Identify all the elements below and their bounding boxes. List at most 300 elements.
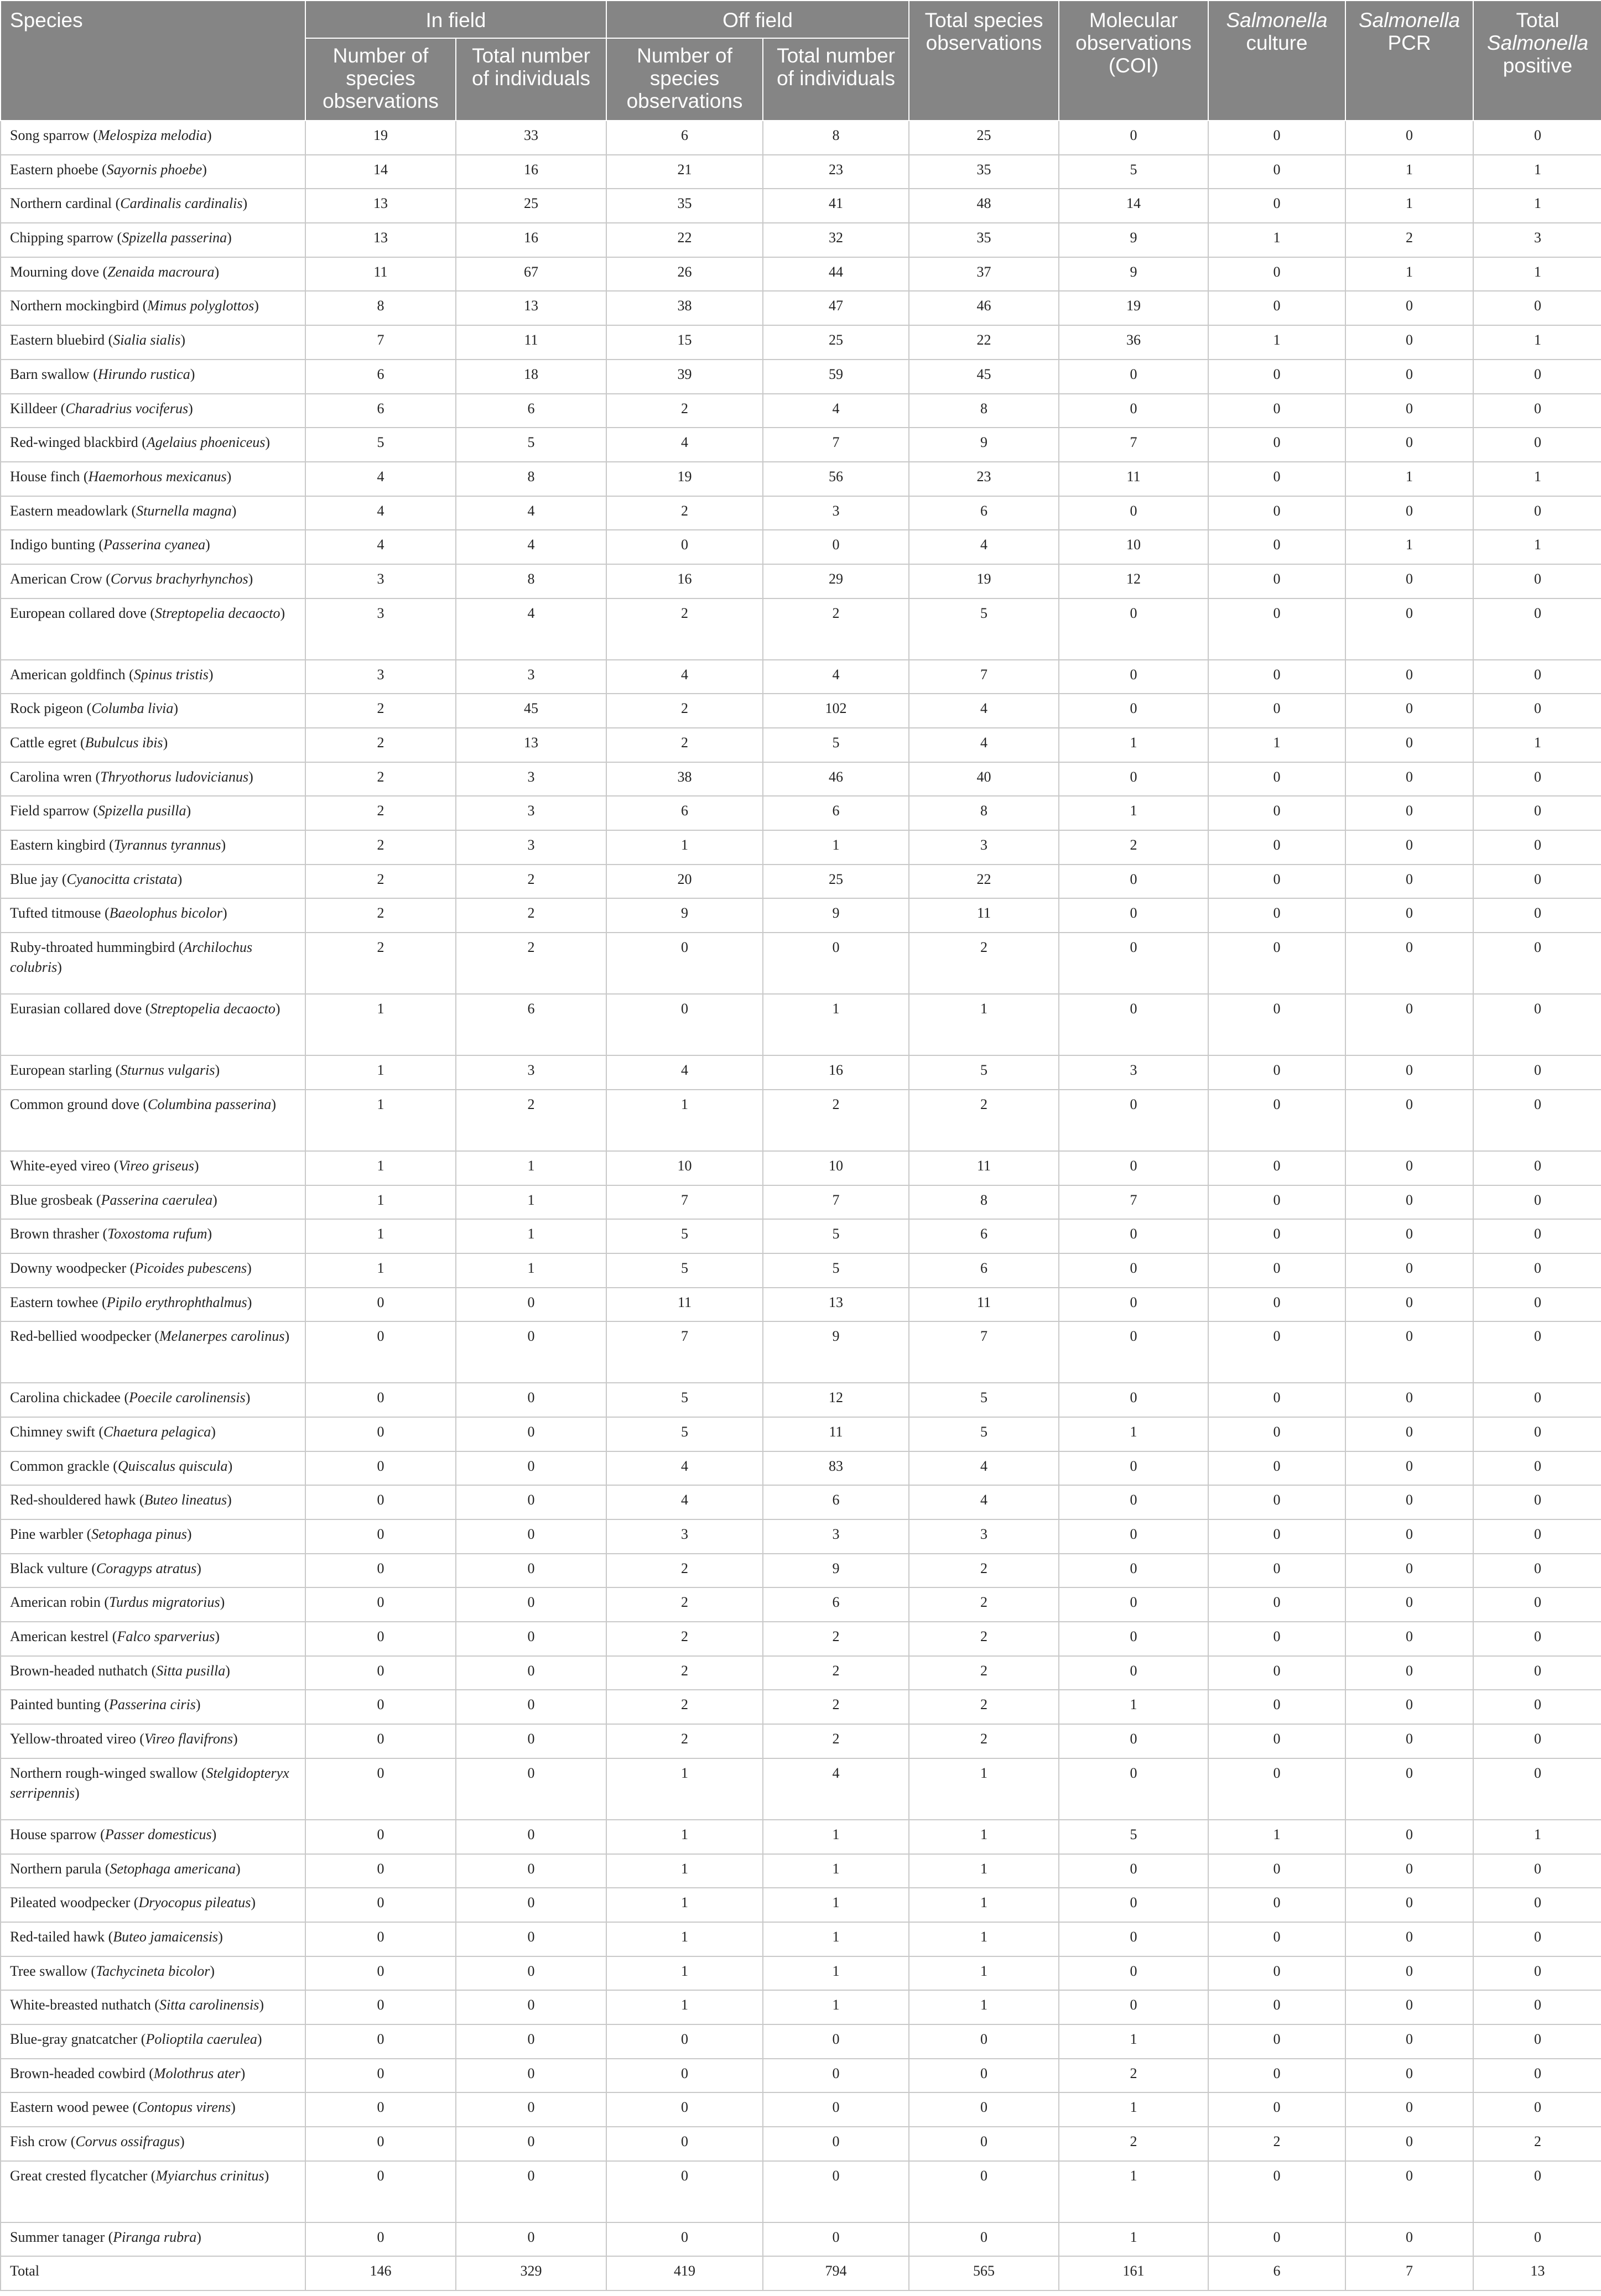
- species-common-name: Tufted titmouse (: [10, 905, 110, 921]
- molecular-obs-cell: 0: [1059, 1758, 1208, 1820]
- table-row: [1, 428, 1601, 462]
- off-field-individuals-cell: 6: [763, 1485, 909, 1519]
- off-field-species-obs-cell: 35: [606, 189, 763, 223]
- species-cell: [1, 994, 305, 1055]
- total-species-obs-cell: 9: [909, 428, 1059, 462]
- salmonella-culture-cell: 0: [1208, 2024, 1345, 2059]
- off-field-individuals-cell: 1: [763, 994, 909, 1055]
- species-name-close: ): [211, 1826, 217, 1842]
- species-cell: [1, 462, 305, 496]
- species-cell: [1, 1485, 305, 1519]
- off-field-individuals-cell: 2: [763, 1090, 909, 1151]
- species-cell: [1, 394, 305, 428]
- salmonella-culture-cell: 1: [1208, 325, 1345, 360]
- off-field-individuals-cell: 5: [763, 728, 909, 762]
- total-species-obs-cell: 11: [909, 1151, 1059, 1185]
- salmonella-pcr-cell: 0: [1345, 291, 1473, 325]
- total-species-obs-cell: 5: [909, 1383, 1059, 1417]
- in-field-individuals-cell: 0: [456, 1622, 606, 1656]
- total-salmonella-positive-cell: 0: [1473, 1656, 1601, 1690]
- salmonella-culture-cell: 0: [1208, 1656, 1345, 1690]
- off-field-species-obs-cell: 0: [606, 2161, 763, 2222]
- in-field-individuals-cell: 4: [456, 598, 606, 660]
- species-scientific-name: Cyanocitta cristata: [66, 871, 178, 887]
- in-field-individuals-cell: 0: [456, 1587, 606, 1622]
- molecular-obs-cell: 5: [1059, 1820, 1208, 1854]
- salmonella-culture-cell: 0: [1208, 1090, 1345, 1151]
- salmonella-pcr-cell: 0: [1345, 865, 1473, 899]
- total-salmonella-positive-cell: 0: [1473, 1090, 1601, 1151]
- species-common-name: Yellow-throated vireo (: [10, 1731, 144, 1747]
- in-field-individuals-cell: 4: [456, 496, 606, 530]
- in-field-species-obs-cell: 0: [305, 2222, 456, 2257]
- total-species-obs-cell: 45: [909, 360, 1059, 394]
- total-salmonella-positive-cell: 0: [1473, 796, 1601, 830]
- salmonella-pcr-cell: 0: [1345, 1990, 1473, 2024]
- in-field-individuals-cell: 3: [456, 660, 606, 694]
- total-salmonella-positive-cell: 1: [1473, 728, 1601, 762]
- table-row: [1, 1956, 1601, 1991]
- species-cell: [1, 1055, 305, 1090]
- species-scientific-name: Sturnus vulgaris: [120, 1062, 215, 1079]
- molecular-obs-cell: 7: [1059, 428, 1208, 462]
- off-field-species-obs-cell: 21: [606, 155, 763, 189]
- species-cell: [1, 1956, 305, 1991]
- salmonella-culture-cell: 2: [1208, 2127, 1345, 2161]
- in-field-species-obs-cell: 14: [305, 155, 456, 189]
- salmonella-pcr-cell: 0: [1345, 496, 1473, 530]
- in-field-species-obs-cell: 4: [305, 496, 456, 530]
- off-field-individuals-cell: 4: [763, 1758, 909, 1820]
- molecular-obs-cell: 0: [1059, 1321, 1208, 1383]
- off-field-individuals-cell: 16: [763, 1055, 909, 1090]
- off-field-species-obs-cell: 19: [606, 462, 763, 496]
- species-scientific-name: Streptopelia decaocto: [155, 605, 280, 621]
- table-row: [1, 1888, 1601, 1922]
- table-row: [1, 2092, 1601, 2127]
- molecular-obs-cell: 9: [1059, 223, 1208, 257]
- off-field-species-obs-cell: 2: [606, 1690, 763, 1724]
- species-common-name: Barn swallow (: [10, 366, 98, 382]
- molecular-obs-cell: 1: [1059, 728, 1208, 762]
- species-common-name: Northern cardinal (: [10, 195, 121, 212]
- species-common-name: Eastern towhee (: [10, 1294, 107, 1310]
- in-field-individuals-cell: 2: [456, 1090, 606, 1151]
- salmonella-culture-cell: 0: [1208, 1185, 1345, 1220]
- table-row: [1, 1622, 1601, 1656]
- table-row: [1, 898, 1601, 933]
- species-name-close: ): [275, 1001, 280, 1017]
- table-row: [1, 2059, 1601, 2093]
- salmonella-pcr-cell: 0: [1345, 898, 1473, 933]
- species-common-name: Eastern kingbird (: [10, 837, 114, 853]
- salmonella-pcr-cell: 0: [1345, 1956, 1473, 1991]
- in-field-individuals-cell: 0: [456, 1656, 606, 1690]
- in-field-individuals-cell: 0: [456, 2127, 606, 2161]
- off-field-species-obs-cell: 1: [606, 1820, 763, 1854]
- header-salmonella-culture: Salmonella culture: [1208, 1, 1345, 121]
- species-common-name: Eastern wood pewee (: [10, 2099, 138, 2116]
- off-field-species-obs-cell: 0: [606, 933, 763, 994]
- salmonella-culture-cell: 0: [1208, 291, 1345, 325]
- species-scientific-name: Pipilo erythrophthalmus: [106, 1294, 247, 1310]
- salmonella-culture-cell: 0: [1208, 2222, 1345, 2257]
- off-field-species-obs-cell: 2: [606, 1622, 763, 1656]
- total-species-obs-cell: 11: [909, 1288, 1059, 1322]
- in-field-individuals-cell: 0: [456, 2024, 606, 2059]
- table-header: [1, 1, 1601, 121]
- off-field-individuals-cell: 2: [763, 1690, 909, 1724]
- species-cell: [1, 223, 305, 257]
- off-field-species-obs-cell: 5: [606, 1417, 763, 1451]
- in-field-individuals-cell: 2: [456, 865, 606, 899]
- species-common-name: Pileated woodpecker (: [10, 1894, 139, 1911]
- total-species-obs-cell: 46: [909, 291, 1059, 325]
- total-total-species-obs-cell: 565: [909, 2256, 1059, 2290]
- in-field-species-obs-cell: 0: [305, 1820, 456, 1854]
- salmonella-culture-cell: 0: [1208, 530, 1345, 564]
- table-row: [1, 291, 1601, 325]
- species-cell: [1, 428, 305, 462]
- total-salmonella-positive-cell: 0: [1473, 564, 1601, 598]
- in-field-individuals-cell: 67: [456, 257, 606, 291]
- in-field-individuals-cell: 11: [456, 325, 606, 360]
- salmonella-culture-cell: 0: [1208, 933, 1345, 994]
- total-row: [1, 2256, 1601, 2290]
- in-field-species-obs-cell: 13: [305, 223, 456, 257]
- species-scientific-name: Polioptila caerulea: [145, 2031, 257, 2047]
- species-cell: [1, 1854, 305, 1888]
- molecular-obs-cell: 5: [1059, 155, 1208, 189]
- off-field-individuals-cell: 1: [763, 1990, 909, 2024]
- species-name-close: ): [280, 605, 285, 621]
- species-name-close: ): [218, 1928, 223, 1945]
- table-body: [1, 121, 1601, 2290]
- species-scientific-name: Archilochus colubris: [10, 939, 253, 976]
- in-field-individuals-cell: 0: [456, 1724, 606, 1758]
- total-species-obs-cell: 19: [909, 564, 1059, 598]
- off-field-species-obs-cell: 4: [606, 1451, 763, 1486]
- off-field-individuals-cell: 3: [763, 496, 909, 530]
- in-field-individuals-cell: 6: [456, 994, 606, 1055]
- salmonella-pcr-cell: 0: [1345, 660, 1473, 694]
- species-name-close: ): [231, 2099, 236, 2116]
- header-in-field-individuals: Total number of individuals: [456, 38, 606, 121]
- salmonella-pcr-cell: 0: [1345, 2059, 1473, 2093]
- salmonella-pcr-cell: 0: [1345, 2222, 1473, 2257]
- salmonella-pcr-cell: 0: [1345, 428, 1473, 462]
- species-common-name: Brown thrasher (: [10, 1226, 108, 1242]
- table-row: [1, 394, 1601, 428]
- molecular-obs-cell: 1: [1059, 2222, 1208, 2257]
- salmonella-culture-cell: 0: [1208, 1622, 1345, 1656]
- molecular-obs-cell: 0: [1059, 121, 1208, 155]
- salmonella-culture-cell: 0: [1208, 1383, 1345, 1417]
- salmonella-culture-cell: 1: [1208, 1820, 1345, 1854]
- molecular-obs-cell: 2: [1059, 830, 1208, 865]
- off-field-individuals-cell: 59: [763, 360, 909, 394]
- off-field-species-obs-cell: 3: [606, 1519, 763, 1554]
- salmonella-pcr-cell: 1: [1345, 462, 1473, 496]
- species-name-close: ): [259, 1997, 264, 2013]
- total-species-obs-cell: 40: [909, 762, 1059, 796]
- table-row: [1, 1519, 1601, 1554]
- species-cell: [1, 189, 305, 223]
- species-scientific-name: Mimus polyglottos: [147, 298, 254, 314]
- molecular-obs-cell: 0: [1059, 694, 1208, 728]
- total-salmonella-positive-cell: 0: [1473, 2161, 1601, 2222]
- molecular-obs-cell: 0: [1059, 360, 1208, 394]
- molecular-obs-cell: 1: [1059, 2161, 1208, 2222]
- in-field-individuals-cell: 13: [456, 728, 606, 762]
- salmonella-pcr-cell: 0: [1345, 994, 1473, 1055]
- total-salmonella-positive-cell: 0: [1473, 1151, 1601, 1185]
- off-field-individuals-cell: 4: [763, 394, 909, 428]
- species-cell: [1, 1219, 305, 1253]
- in-field-species-obs-cell: 2: [305, 865, 456, 899]
- off-field-species-obs-cell: 1: [606, 1990, 763, 2024]
- species-name-close: ): [284, 1328, 290, 1345]
- in-field-species-obs-cell: 3: [305, 660, 456, 694]
- species-common-name: American Crow (: [10, 570, 111, 587]
- molecular-obs-cell: 0: [1059, 1554, 1208, 1588]
- species-scientific-name: Cardinalis cardinalis: [120, 195, 243, 212]
- total-salmonella-positive-cell: 0: [1473, 1854, 1601, 1888]
- salmonella-pcr-cell: 1: [1345, 257, 1473, 291]
- species-scientific-name: Streptopelia decaocto: [150, 1001, 276, 1017]
- table-row: [1, 830, 1601, 865]
- off-field-individuals-cell: 23: [763, 155, 909, 189]
- salmonella-pcr-cell: 0: [1345, 1854, 1473, 1888]
- total-species-obs-cell: 1: [909, 1888, 1059, 1922]
- species-common-name: Chimney swift (: [10, 1423, 103, 1440]
- molecular-obs-cell: 0: [1059, 1151, 1208, 1185]
- salmonella-culture-cell: 0: [1208, 155, 1345, 189]
- off-field-individuals-cell: 3: [763, 1519, 909, 1554]
- header-off-field-species-observations: Number of species observations: [606, 38, 763, 121]
- species-common-name: Common grackle (: [10, 1457, 118, 1474]
- species-common-name: Painted bunting (: [10, 1696, 110, 1713]
- off-field-individuals-cell: 1: [763, 1956, 909, 1991]
- salmonella-pcr-cell: 2: [1345, 223, 1473, 257]
- species-scientific-name: Sayornis phoebe: [106, 161, 202, 178]
- in-field-species-obs-cell: 0: [305, 1888, 456, 1922]
- species-cell: [1, 865, 305, 899]
- species-common-name: Downy woodpecker (: [10, 1259, 135, 1276]
- total-species-obs-cell: 3: [909, 830, 1059, 865]
- total-off-field-species-obs-cell: 419: [606, 2256, 763, 2290]
- salmonella-culture-cell: 0: [1208, 428, 1345, 462]
- in-field-species-obs-cell: 19: [305, 121, 456, 155]
- off-field-individuals-cell: 2: [763, 1724, 909, 1758]
- salmonella-pcr-cell: 0: [1345, 2092, 1473, 2127]
- off-field-species-obs-cell: 38: [606, 762, 763, 796]
- species-scientific-name: Turdus migratorius: [109, 1594, 220, 1611]
- species-common-name: Field sparrow (: [10, 803, 98, 819]
- in-field-individuals-cell: 3: [456, 830, 606, 865]
- species-cell: [1, 762, 305, 796]
- total-species-obs-cell: 37: [909, 257, 1059, 291]
- in-field-species-obs-cell: 5: [305, 428, 456, 462]
- species-name-close: ): [208, 666, 214, 683]
- salmonella-pcr-cell: 0: [1345, 2161, 1473, 2222]
- species-cell: [1, 933, 305, 994]
- species-common-name: Red-shouldered hawk (: [10, 1492, 144, 1508]
- species-name-close: ): [202, 161, 207, 178]
- off-field-individuals-cell: 9: [763, 1321, 909, 1383]
- species-cell: [1, 1185, 305, 1220]
- in-field-individuals-cell: 0: [456, 1321, 606, 1383]
- off-field-individuals-cell: 25: [763, 865, 909, 899]
- in-field-individuals-cell: 0: [456, 2092, 606, 2127]
- species-common-name: Carolina wren (: [10, 768, 101, 785]
- salmonella-pcr-cell: 0: [1345, 1820, 1473, 1854]
- total-salmonella-positive-cell: 0: [1473, 1888, 1601, 1922]
- salmonella-culture-cell: 0: [1208, 660, 1345, 694]
- molecular-obs-cell: 10: [1059, 530, 1208, 564]
- species-scientific-name: Spizella passerina: [122, 230, 227, 246]
- salmonella-culture-cell: 0: [1208, 1724, 1345, 1758]
- species-common-name: Northern parula (: [10, 1860, 110, 1877]
- species-name-close: ): [179, 2133, 185, 2149]
- total-salmonella-positive-cell: 0: [1473, 1622, 1601, 1656]
- total-species-obs-cell: 2: [909, 1622, 1059, 1656]
- species-common-name: Cattle egret (: [10, 735, 85, 751]
- total-species-obs-cell: 8: [909, 394, 1059, 428]
- species-scientific-name: Hirundo rustica: [97, 366, 190, 382]
- off-field-individuals-cell: 1: [763, 1888, 909, 1922]
- species-cell: [1, 1587, 305, 1622]
- off-field-species-obs-cell: 1: [606, 1888, 763, 1922]
- in-field-species-obs-cell: 0: [305, 1554, 456, 1588]
- table-row: [1, 1554, 1601, 1588]
- total-salmonella-positive-cell: 0: [1473, 762, 1601, 796]
- off-field-individuals-cell: 6: [763, 1587, 909, 1622]
- species-name-close: ): [257, 2031, 262, 2047]
- in-field-species-obs-cell: 4: [305, 462, 456, 496]
- species-name-close: ): [75, 1784, 80, 1801]
- off-field-species-obs-cell: 10: [606, 1151, 763, 1185]
- table-row: [1, 1485, 1601, 1519]
- total-salmonella-positive-cell: 0: [1473, 1055, 1601, 1090]
- in-field-species-obs-cell: 0: [305, 2059, 456, 2093]
- table-row: [1, 1151, 1601, 1185]
- total-off-field-individuals-cell: 794: [763, 2256, 909, 2290]
- species-name-close: ): [227, 230, 232, 246]
- salmonella-pcr-cell: 0: [1345, 598, 1473, 660]
- table-row: [1, 1055, 1601, 1090]
- species-cell: [1, 1554, 305, 1588]
- total-species-obs-cell: 2: [909, 1656, 1059, 1690]
- in-field-species-obs-cell: 0: [305, 1724, 456, 1758]
- off-field-individuals-cell: 4: [763, 660, 909, 694]
- species-scientific-name: Falco sparverius: [117, 1628, 215, 1645]
- molecular-obs-cell: 0: [1059, 1519, 1208, 1554]
- in-field-individuals-cell: 0: [456, 1956, 606, 1991]
- salmonella-culture-cell: 1: [1208, 223, 1345, 257]
- table-row: [1, 2222, 1601, 2257]
- total-salmonella-positive-cell: 0: [1473, 1758, 1601, 1820]
- total-salmonella-positive-cell: 0: [1473, 1724, 1601, 1758]
- in-field-individuals-cell: 0: [456, 1922, 606, 1956]
- species-name-close: ): [254, 298, 259, 314]
- total-label: Total: [1, 2256, 305, 2290]
- table-row: [1, 1990, 1601, 2024]
- table-row: [1, 728, 1601, 762]
- table-row: [1, 2024, 1601, 2059]
- off-field-species-obs-cell: 0: [606, 2024, 763, 2059]
- species-scientific-name: Passerina cyanea: [103, 537, 206, 553]
- species-common-name: Rock pigeon (: [10, 700, 92, 717]
- molecular-obs-cell: 0: [1059, 660, 1208, 694]
- salmonella-culture-cell: 0: [1208, 865, 1345, 899]
- in-field-individuals-cell: 3: [456, 1055, 606, 1090]
- in-field-species-obs-cell: 13: [305, 189, 456, 223]
- species-scientific-name: Dryocopus pileatus: [138, 1894, 251, 1911]
- in-field-individuals-cell: 0: [456, 1519, 606, 1554]
- table-row: [1, 796, 1601, 830]
- table-row: [1, 325, 1601, 360]
- salmonella-culture-cell: 0: [1208, 1554, 1345, 1588]
- total-salmonella-positive-cell: 1: [1473, 1820, 1601, 1854]
- table-row: [1, 496, 1601, 530]
- total-species-obs-cell: 2: [909, 1724, 1059, 1758]
- molecular-obs-cell: 14: [1059, 189, 1208, 223]
- total-salmonella-positive-cell: 0: [1473, 933, 1601, 994]
- salmonella-pcr-cell: 0: [1345, 694, 1473, 728]
- salmonella-pcr-cell: 0: [1345, 1185, 1473, 1220]
- species-scientific-name: Spinus tristis: [133, 666, 209, 683]
- table-row: [1, 257, 1601, 291]
- species-cell: [1, 598, 305, 660]
- salmonella-pcr-cell: 0: [1345, 325, 1473, 360]
- in-field-species-obs-cell: 2: [305, 762, 456, 796]
- total-species-obs-cell: 1: [909, 1820, 1059, 1854]
- off-field-species-obs-cell: 1: [606, 1090, 763, 1151]
- in-field-species-obs-cell: 1: [305, 1055, 456, 1090]
- off-field-individuals-cell: 9: [763, 1554, 909, 1588]
- species-scientific-name: Setophaga americana: [110, 1860, 236, 1877]
- in-field-individuals-cell: 0: [456, 1690, 606, 1724]
- total-species-obs-cell: 5: [909, 598, 1059, 660]
- off-field-species-obs-cell: 2: [606, 1554, 763, 1588]
- total-species-obs-cell: 4: [909, 530, 1059, 564]
- salmonella-pcr-cell: 0: [1345, 1090, 1473, 1151]
- salmonella-pcr-cell: 0: [1345, 933, 1473, 994]
- species-common-name: Carolina chickadee (: [10, 1389, 129, 1406]
- in-field-species-obs-cell: 1: [305, 1219, 456, 1253]
- table-row: [1, 1724, 1601, 1758]
- species-cell: [1, 1758, 305, 1820]
- molecular-obs-cell: 0: [1059, 1253, 1208, 1288]
- salmonella-culture-cell: 0: [1208, 564, 1345, 598]
- off-field-individuals-cell: 7: [763, 428, 909, 462]
- salmonella-pcr-cell: 0: [1345, 762, 1473, 796]
- salmonella-culture-cell: 0: [1208, 360, 1345, 394]
- molecular-obs-cell: 0: [1059, 1854, 1208, 1888]
- in-field-species-obs-cell: 0: [305, 1321, 456, 1383]
- in-field-species-obs-cell: 0: [305, 1587, 456, 1622]
- in-field-individuals-cell: 0: [456, 2059, 606, 2093]
- total-species-obs-cell: 4: [909, 728, 1059, 762]
- in-field-species-obs-cell: 2: [305, 830, 456, 865]
- in-field-individuals-cell: 0: [456, 1820, 606, 1854]
- species-cell: [1, 1656, 305, 1690]
- molecular-obs-cell: 7: [1059, 1185, 1208, 1220]
- salmonella-culture-cell: 0: [1208, 598, 1345, 660]
- table-row: [1, 2127, 1601, 2161]
- total-salmonella-positive-cell: 0: [1473, 865, 1601, 899]
